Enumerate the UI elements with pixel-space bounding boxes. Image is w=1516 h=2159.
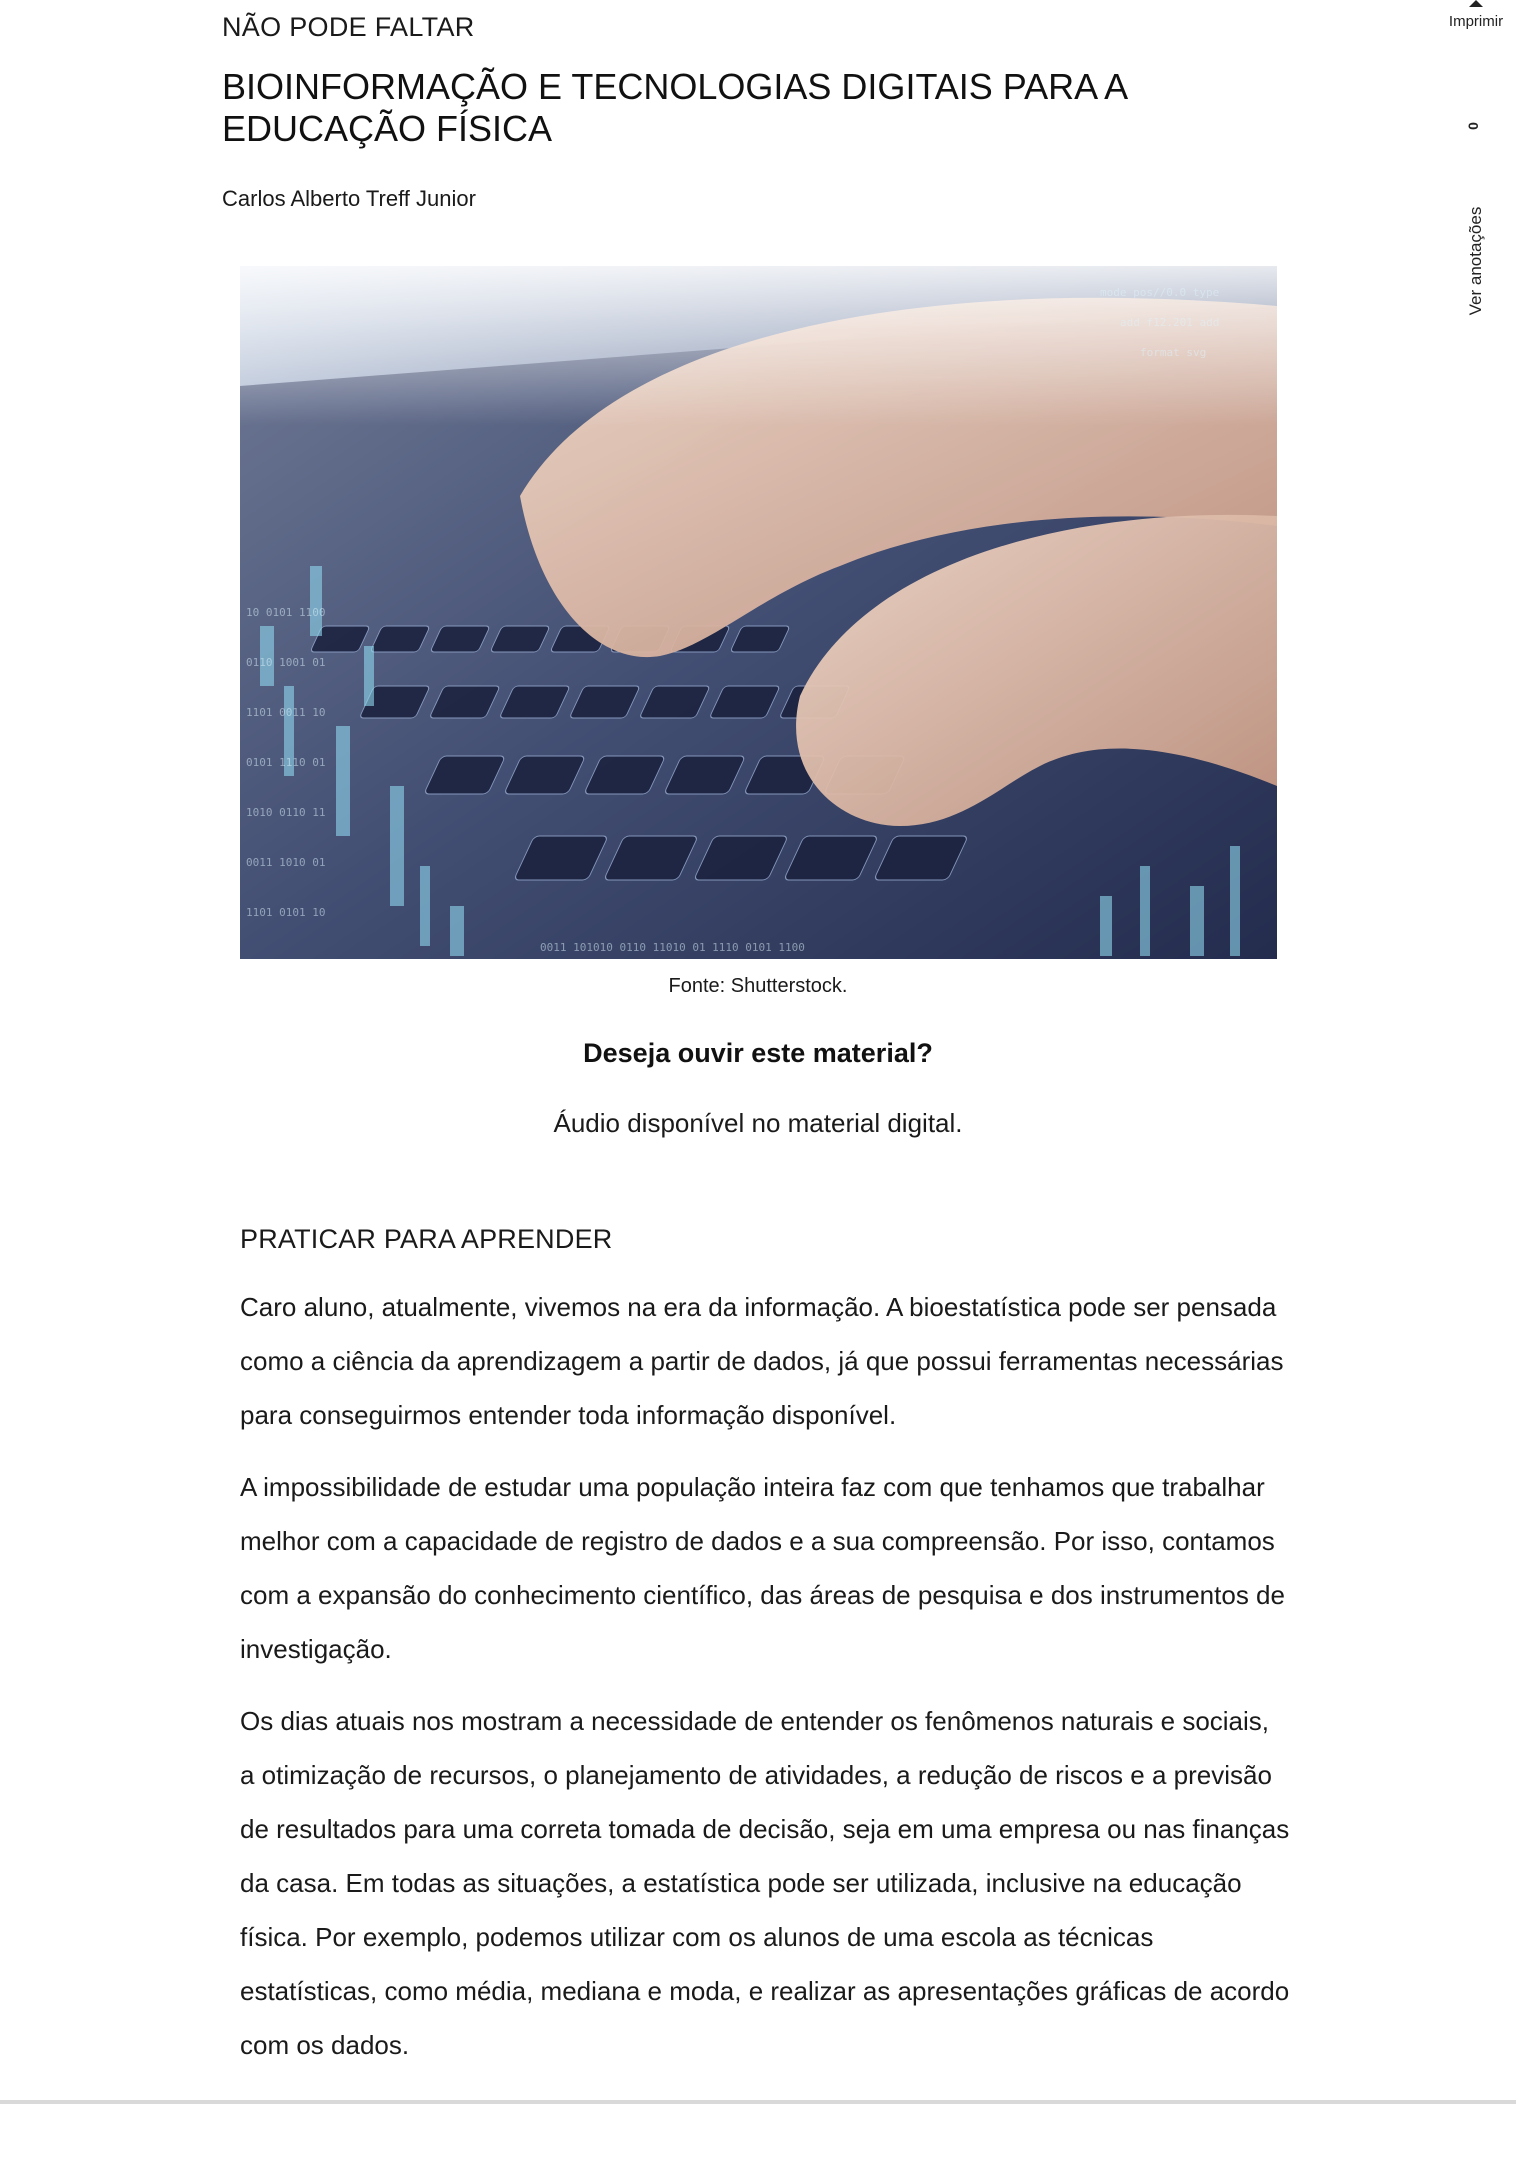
svg-text:10 0101 1100: 10 0101 1100	[246, 606, 326, 619]
body-text	[240, 1280, 1290, 2090]
paragraph: Caro aluno, atualmente, vivemos na era da informação. A bioestatística pode ser pensada como a ciência da aprendizagem a partir de dados, já que possui ferramentas necessárias para conseguirmos entender toda informação disponível.	[240, 1292, 1284, 1430]
print-label: Imprimir	[1448, 13, 1504, 30]
right-toolbar	[1436, 0, 1516, 2159]
svg-text:0110 1001 01: 0110 1001 01	[246, 656, 326, 669]
bottom-divider	[0, 2100, 1516, 2104]
audio-availability-text: Áudio disponível no material digital.	[553, 1108, 963, 1138]
page-title: BIOINFORMAÇÃO E TECNOLOGIAS DIGITAIS PARA A EDUCAÇÃO FÍSICA	[222, 66, 1127, 149]
section-label: NÃO PODE FALTAR	[222, 12, 475, 42]
svg-text:format svg: format svg	[1140, 346, 1207, 359]
audio-heading: Deseja ouvir este material?	[583, 1038, 933, 1068]
svg-text:add f12.201 add: add f12.201 add	[1120, 316, 1220, 329]
image-caption: Fonte: Shutterstock.	[668, 975, 848, 997]
keyboard-hands-illustration	[240, 266, 1277, 959]
author-name: Carlos Alberto Treff Junior	[222, 186, 476, 211]
svg-text:1101 0101 10: 1101 0101 10	[246, 906, 326, 919]
print-arrow-icon	[1469, 0, 1483, 7]
hero-image	[240, 266, 1277, 959]
notes-count-badge: 0	[1464, 122, 1481, 130]
view-annotations-button[interactable]	[1446, 196, 1506, 326]
svg-text:0101 1110 01: 0101 1110 01	[246, 756, 326, 769]
svg-text:mode pos//0.0 type: mode pos//0.0 type	[1100, 286, 1220, 299]
svg-text:0011 101010 0110 11010 01 1110: 0011 101010 0110 11010 01 1110 0101 1100	[540, 941, 805, 954]
paragraph: A impossibilidade de estudar uma população inteira faz com que tenhamos que trabalhar melhor com a capacidade de registro de dados e a sua compreensão. Por isso, contamos com a expansão do conhecimento científico, das áreas de pesquisa e dos instrumentos de investigação.	[240, 1472, 1285, 1664]
svg-text:1010 0110 11: 1010 0110 11	[246, 806, 326, 819]
section-heading-practicar: PRATICAR PARA APRENDER	[240, 1224, 613, 1254]
svg-text:1101 0011 10: 1101 0011 10	[246, 706, 326, 719]
paragraph: Os dias atuais nos mostram a necessidade de entender os fenômenos naturais e sociais, a otimização de recursos, o planejamento de atividades, a redução de riscos e a previsão de resultados para uma correta tomada de decisão, seja em uma empresa ou nas finanças da casa. Em todas as situações, a estatística pode ser utilizada, inclusive na educação física. Por exemplo, podemos utilizar com os alunos de uma escola as técnicas estatísticas, como média, mediana e moda, e realizar as apresentações gráficas de acordo com os dados.	[240, 1706, 1290, 2060]
print-button[interactable]	[1436, 0, 1516, 30]
view-annotations-label: Ver anotações	[1466, 206, 1485, 316]
svg-text:0011 1010 01: 0011 1010 01	[246, 856, 326, 869]
